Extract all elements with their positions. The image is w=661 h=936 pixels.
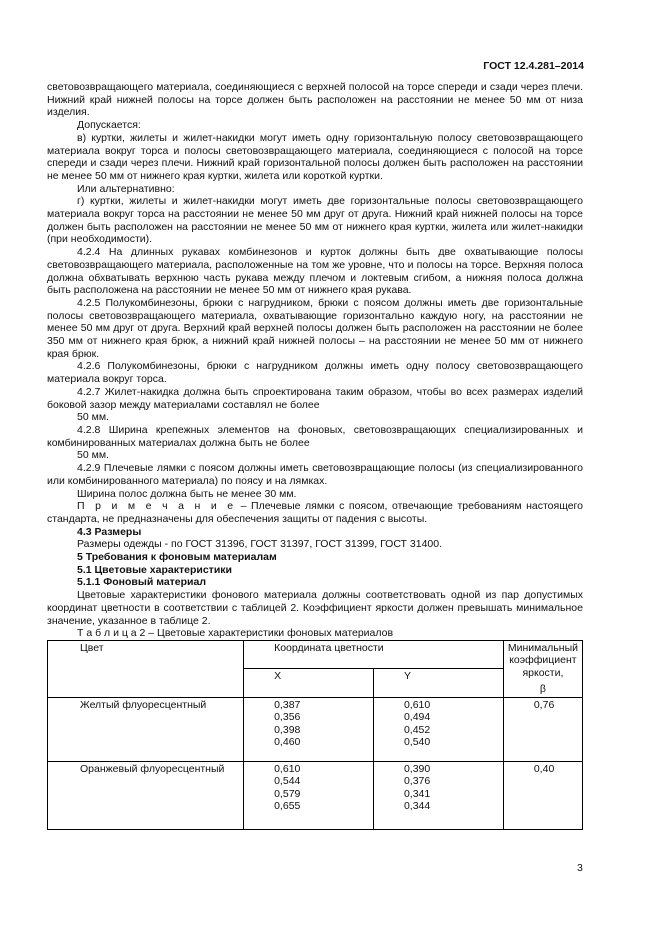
header-x: X [244, 669, 374, 698]
paragraph: 4.2.7 Жилет-накидка должна быть спроектирована таким образом, чтобы во всех размерах изделий боковой зазор между материалами составлял не более [47, 385, 583, 411]
cell-x [244, 761, 374, 829]
value-x: 0,387 [274, 698, 301, 711]
value-y: 0,494 [403, 711, 431, 724]
paragraph: 4.2.6 Полукомбинезоны, брюки с нагрудником должны иметь одну полосу световозвращающего материала вокруг торса. [47, 360, 583, 386]
paragraph: Или альтернативно: [77, 182, 175, 195]
paragraph: 4.2.4 На длинных рукавах комбинезонов и курток должны быть две охватывающие полосы световозвращающего материала, расположенные на том же уровне, что и полосы на торсе. Верхняя полоса должна обхватывать верхнюю часть рукава между плечом и локтевым сгибом, а нижняя полоса должна быть расположена на расстоянии не менее 50 мм от нижнего края рукава. [47, 246, 583, 297]
value-y: 0,452 [403, 723, 431, 736]
value-y: 0,540 [403, 736, 431, 749]
value-y: 0,390 [403, 762, 431, 775]
paragraph: 4.2.8 Ширина крепежных элементов на фоновых, световозвращающих специализированных и комбинированных материалах должна быть не более [47, 423, 583, 449]
value-y: 0,344 [403, 800, 431, 813]
note [47, 500, 583, 525]
header-color: Цвет [48, 640, 244, 697]
cell-color: Желтый флуоресцентный [48, 697, 244, 761]
cell-y [373, 697, 503, 761]
section-heading: 5.1 Цветовые характеристики [77, 563, 232, 576]
table-caption: Т а б л и ц а 2 – Цветовые характеристики фоновых материалов [77, 627, 394, 640]
header-y: Y [373, 669, 503, 698]
value-x: 0,544 [274, 775, 301, 788]
value-x: 0,356 [274, 711, 301, 724]
value-y: 0,376 [403, 775, 431, 788]
paragraph: Допускается: [77, 119, 141, 132]
paragraph: 4.2.5 Полукомбинезоны, брюки с нагрудником, брюки с поясом должны иметь две горизонтальные полосы световозвращающего материала, охватывающие горизонтально каждую ногу, на расстоянии не менее 50 мм друг от друга. Верхний край верхней полосы должен быть расположен на расстоянии не более 350 мм от нижнего края брюк, а нижний край нижней полосы – на расстоянии не менее 50 мм от нижнего края брюк. [47, 296, 583, 360]
cell-beta: 0,76 [503, 697, 582, 761]
section-heading: 4.3 Размеры [77, 525, 142, 538]
paragraph: 50 мм. [77, 411, 109, 424]
value-x: 0,460 [274, 736, 301, 749]
paragraph: Цветовые характеристики фонового материала должны соответствовать одной из пар допустимых координат цветности в соответствии с таблицей 2. Коэффициент яркости должен превышать минимальное значение, указанное в таблице 2. [47, 589, 583, 627]
note-text: – Плечевые лямки с поясом, отвечающие требованиям настоящего стандарта, не предназначены для обеспечения защиты от падения с высоты. [47, 500, 583, 525]
table-row [48, 697, 583, 761]
header-beta: β [539, 683, 546, 696]
paragraph: г) куртки, жилеты и жилет-накидки могут иметь две горизонтальные полосы световозвращающего материала вокруг торса на расстоянии не менее 50 мм друг от друга. Нижний край нижней полосы на торсе должен быть расположен на расстоянии не менее 50 мм от нижнего края куртки, жилета или жилет-накидки (при необходимости). [47, 195, 583, 246]
cell-y [373, 761, 503, 829]
value-x: 0,610 [274, 762, 301, 775]
value-y: 0,341 [403, 787, 431, 800]
value-y: 0,610 [403, 698, 431, 711]
color-table [47, 640, 583, 830]
paragraph: в) куртки, жилеты и жилет-накидки могут иметь одну горизонтальную полосу световозвращающего материала вокруг торса и полосы световозвращающего материала, соединяющиеся с полосой на торсе спереди и сзади через плечи. Нижний край горизонтальной полосы должен быть расположен на расстоянии не менее 50 мм от нижнего края куртки, жилета или короткой куртки. [47, 131, 583, 182]
paragraph: Ширина полос должна быть не менее 30 мм. [77, 487, 297, 500]
table-row [48, 761, 583, 829]
paragraph: 50 мм. [77, 449, 109, 462]
section-heading: 5.1.1 Фоновый материал [77, 576, 207, 589]
value-x: 0,579 [274, 787, 301, 800]
header-min [503, 640, 582, 697]
note-label: П р и м е ч а н и е [77, 500, 237, 513]
page-content [47, 81, 583, 830]
page-number: 3 [577, 862, 583, 874]
cell-beta: 0,40 [503, 761, 582, 829]
paragraph: 4.2.9 Плечевые лямки с поясом должны иметь световозвращающие полосы (из специализированного или комбинированного материала) по поясу и на лямках. [47, 462, 583, 487]
table-header-row [48, 640, 583, 669]
cell-x [244, 697, 374, 761]
cell-color [48, 761, 244, 829]
value-x: 0,398 [274, 723, 301, 736]
header-coord: Координата цветности [244, 640, 504, 669]
paragraph: Размеры одежды - по ГОСТ 31396, ГОСТ 31397, ГОСТ 31399, ГОСТ 31400. [77, 538, 443, 551]
cell-color-text: Оранжевый флуоресцентный [80, 762, 225, 775]
paragraph: световозвращающего материала, соединяющиеся с верхней полосой на торсе спереди и сзади через плечи. Нижний край нижней полосы на торсе должен быть расположен на расстоянии не менее 50 мм от низа изделия. [47, 81, 583, 119]
section-heading: 5 Требования к фоновым материалам [77, 551, 277, 564]
header-min-label: Минимальный коэффициент яркости, [507, 641, 578, 679]
document-header: ГОСТ 12.4.281–2014 [483, 60, 584, 72]
value-x: 0,655 [274, 800, 301, 813]
